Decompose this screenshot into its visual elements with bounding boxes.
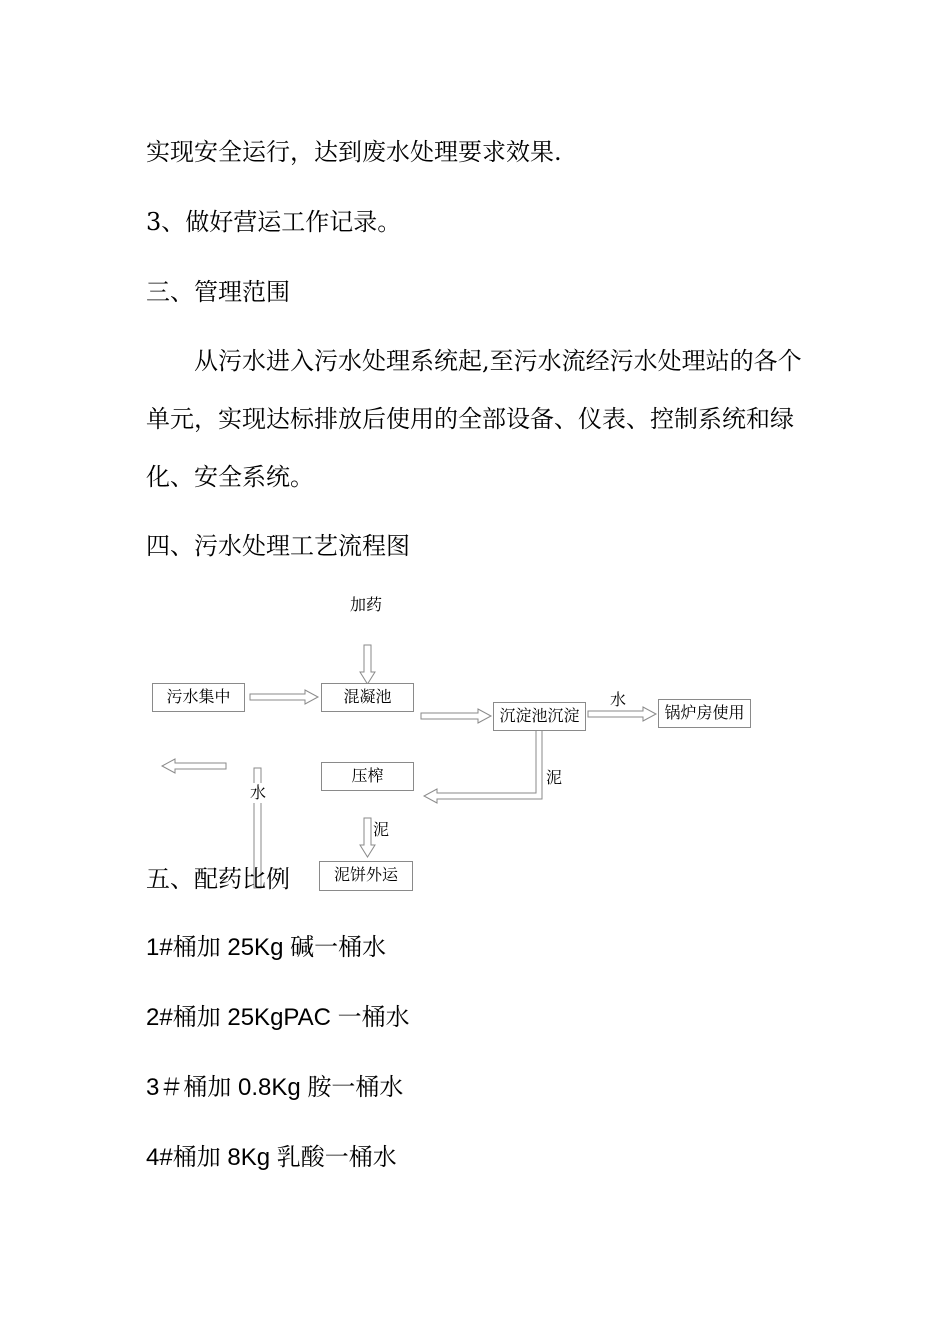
paragraph-scope-line-1: 从污水进入污水处理系统起,至污水流经污水处理站的各个 bbox=[194, 347, 802, 375]
sludge-label-2: 泥 bbox=[373, 820, 390, 839]
dosing-line-2: 2#桶加 25KgPAC 一桶水 bbox=[146, 1004, 410, 1031]
paragraph-scope-line-3: 化、安全系统。 bbox=[146, 463, 314, 491]
dosing-down-arrow bbox=[360, 645, 375, 684]
left-outlet-arrow bbox=[162, 759, 226, 773]
sludge-label-1: 泥 bbox=[546, 768, 563, 787]
water-label-return: 水 bbox=[250, 783, 267, 802]
dosing-line-1: 1#桶加 25Kg 碱一桶水 bbox=[146, 934, 387, 961]
paragraph-scope-line-2: 单元，实现达标排放后使用的全部设备、仪表、控制系统和绿 bbox=[146, 405, 794, 433]
press-box: 压榨 bbox=[321, 762, 414, 791]
sludge-return-arrow bbox=[424, 729, 542, 803]
boiler-room-box: 锅炉房使用 bbox=[658, 699, 751, 728]
section-heading-dosing-ratio: 五、配药比例 bbox=[146, 865, 290, 893]
sewage-to-coagulation-arrow bbox=[250, 690, 318, 704]
section-heading-flowchart: 四、污水处理工艺流程图 bbox=[146, 532, 410, 560]
sewage-collection-box: 污水集中 bbox=[152, 683, 245, 712]
water-label-boiler: 水 bbox=[610, 690, 627, 709]
coagulation-to-sedimentation-arrow bbox=[421, 709, 491, 723]
dosing-label: 加药 bbox=[350, 595, 383, 614]
sludge-cake-box: 泥饼外运 bbox=[319, 861, 413, 891]
section-heading-scope: 三、管理范围 bbox=[146, 278, 290, 306]
dosing-line-3: 3＃桶加 0.8Kg 胺一桶水 bbox=[146, 1074, 404, 1101]
paragraph-records: 3、做好营运工作记录。 bbox=[146, 208, 402, 236]
coagulation-tank-box: 混凝池 bbox=[321, 683, 414, 712]
dosing-line-4: 4#桶加 8Kg 乳酸一桶水 bbox=[146, 1144, 397, 1171]
paragraph-safe-operation: 实现安全运行，达到废水处理要求效果. bbox=[146, 138, 562, 166]
sedimentation-tank-box: 沉淀池沉淀 bbox=[493, 702, 586, 731]
